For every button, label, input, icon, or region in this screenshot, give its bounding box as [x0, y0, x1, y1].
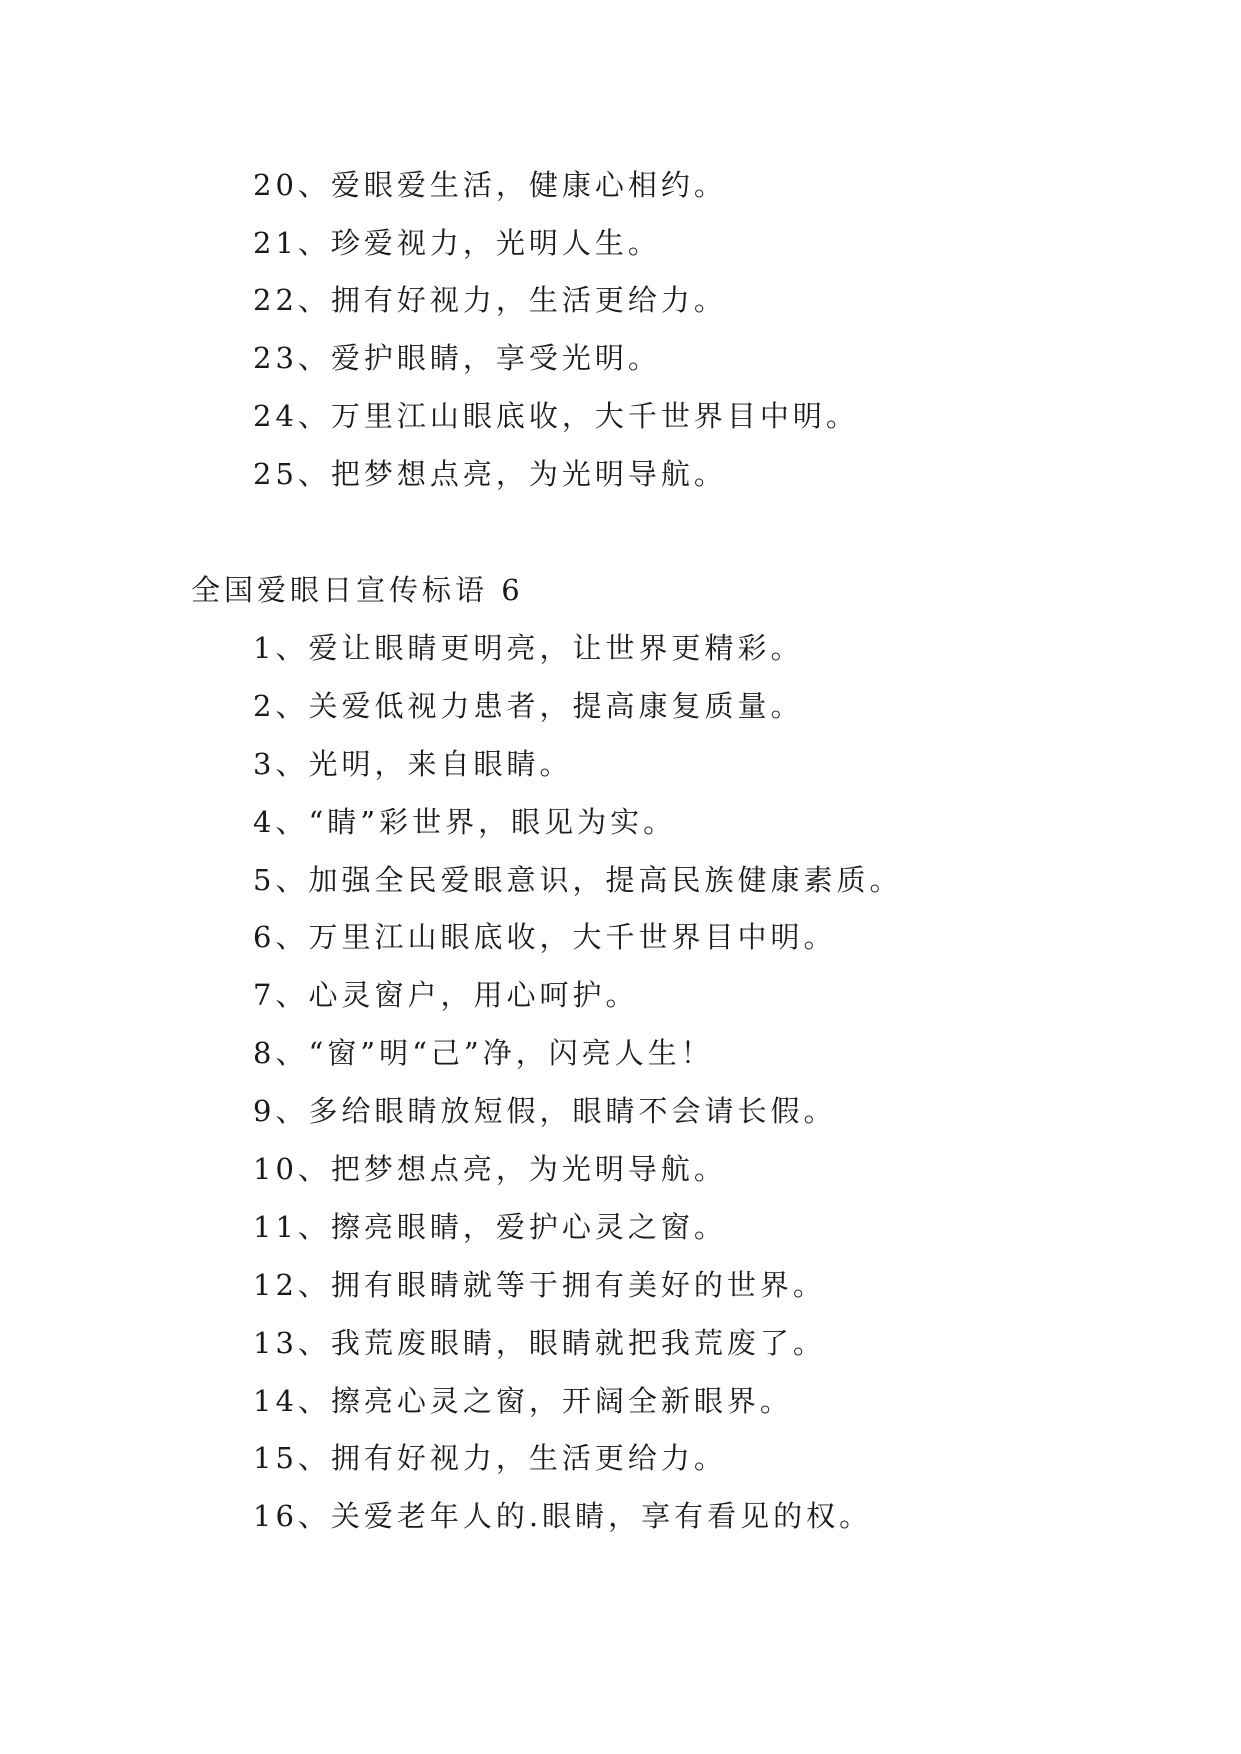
list-item: 5、加强全民爱眼意识，提高民族健康素质。 — [253, 863, 903, 897]
list-item: 10、把梦想点亮，为光明导航。 — [253, 1152, 727, 1186]
list-item: 13、我荒废眼睛，眼睛就把我荒废了。 — [253, 1326, 826, 1360]
list-item: 16、关爱老年人的.眼睛，享有看见的权。 — [253, 1499, 873, 1533]
list-item: 11、擦亮眼睛，爱护心灵之窗。 — [253, 1210, 727, 1244]
list-item: 8、“窗”明“己”净，闪亮人生！ — [253, 1036, 714, 1070]
list-item: 21、珍爱视力，光明人生。 — [253, 226, 661, 260]
list-item: 9、多给眼睛放短假，眼睛不会请长假。 — [253, 1094, 837, 1128]
list-item: 23、爱护眼睛，享受光明。 — [253, 341, 661, 375]
list-item: 4、“睛”彩世界，眼见为实。 — [253, 805, 677, 839]
list-item: 6、万里江山眼底收，大千世界目中明。 — [253, 920, 837, 954]
section-heading: 全国爱眼日宣传标语 6 — [191, 573, 524, 607]
list-item: 1、爱让眼睛更明亮，让世界更精彩。 — [253, 631, 804, 665]
list-item: 15、拥有好视力，生活更给力。 — [253, 1441, 727, 1475]
list-item: 20、爱眼爱生活，健康心相约。 — [253, 168, 727, 202]
list-item: 14、擦亮心灵之窗，开阔全新眼界。 — [253, 1384, 793, 1418]
list-item: 2、关爱低视力患者，提高康复质量。 — [253, 689, 804, 723]
list-item: 25、把梦想点亮，为光明导航。 — [253, 457, 727, 491]
list-item: 3、光明，来自眼睛。 — [253, 747, 573, 781]
list-item: 12、拥有眼睛就等于拥有美好的世界。 — [253, 1268, 826, 1302]
list-item: 24、万里江山眼底收，大千世界目中明。 — [253, 399, 859, 433]
list-item: 22、拥有好视力，生活更给力。 — [253, 283, 727, 317]
list-item: 7、心灵窗户，用心呵护。 — [253, 978, 639, 1012]
